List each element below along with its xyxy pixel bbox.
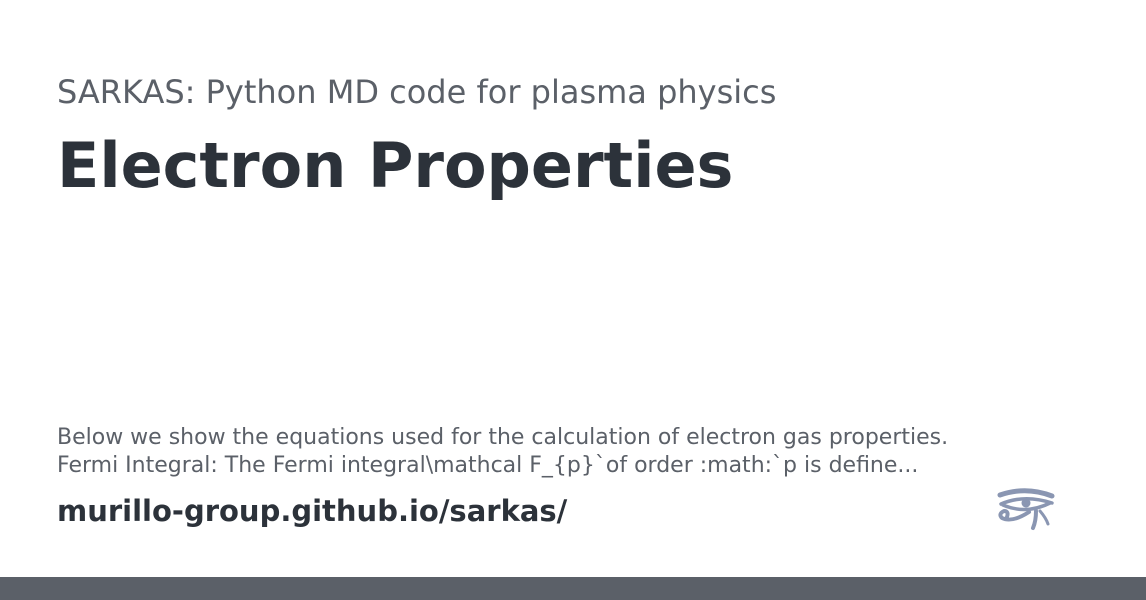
description-line-2: Fermi Integral: The Fermi integral\mathcal F_{p}`of order :math:`p is define...: [57, 453, 919, 478]
bottom-bar: [0, 577, 1146, 600]
page-description: [57, 424, 1057, 480]
site-url[interactable]: murillo-group.github.io/sarkas/: [57, 494, 568, 528]
site-name: SARKAS: Python MD code for plasma physics: [57, 73, 777, 111]
page-title: Electron Properties: [57, 129, 734, 202]
description-line-1: Below we show the equations used for the calculation of electron gas properties.: [57, 425, 949, 450]
eye-of-horus-icon: [996, 488, 1056, 532]
